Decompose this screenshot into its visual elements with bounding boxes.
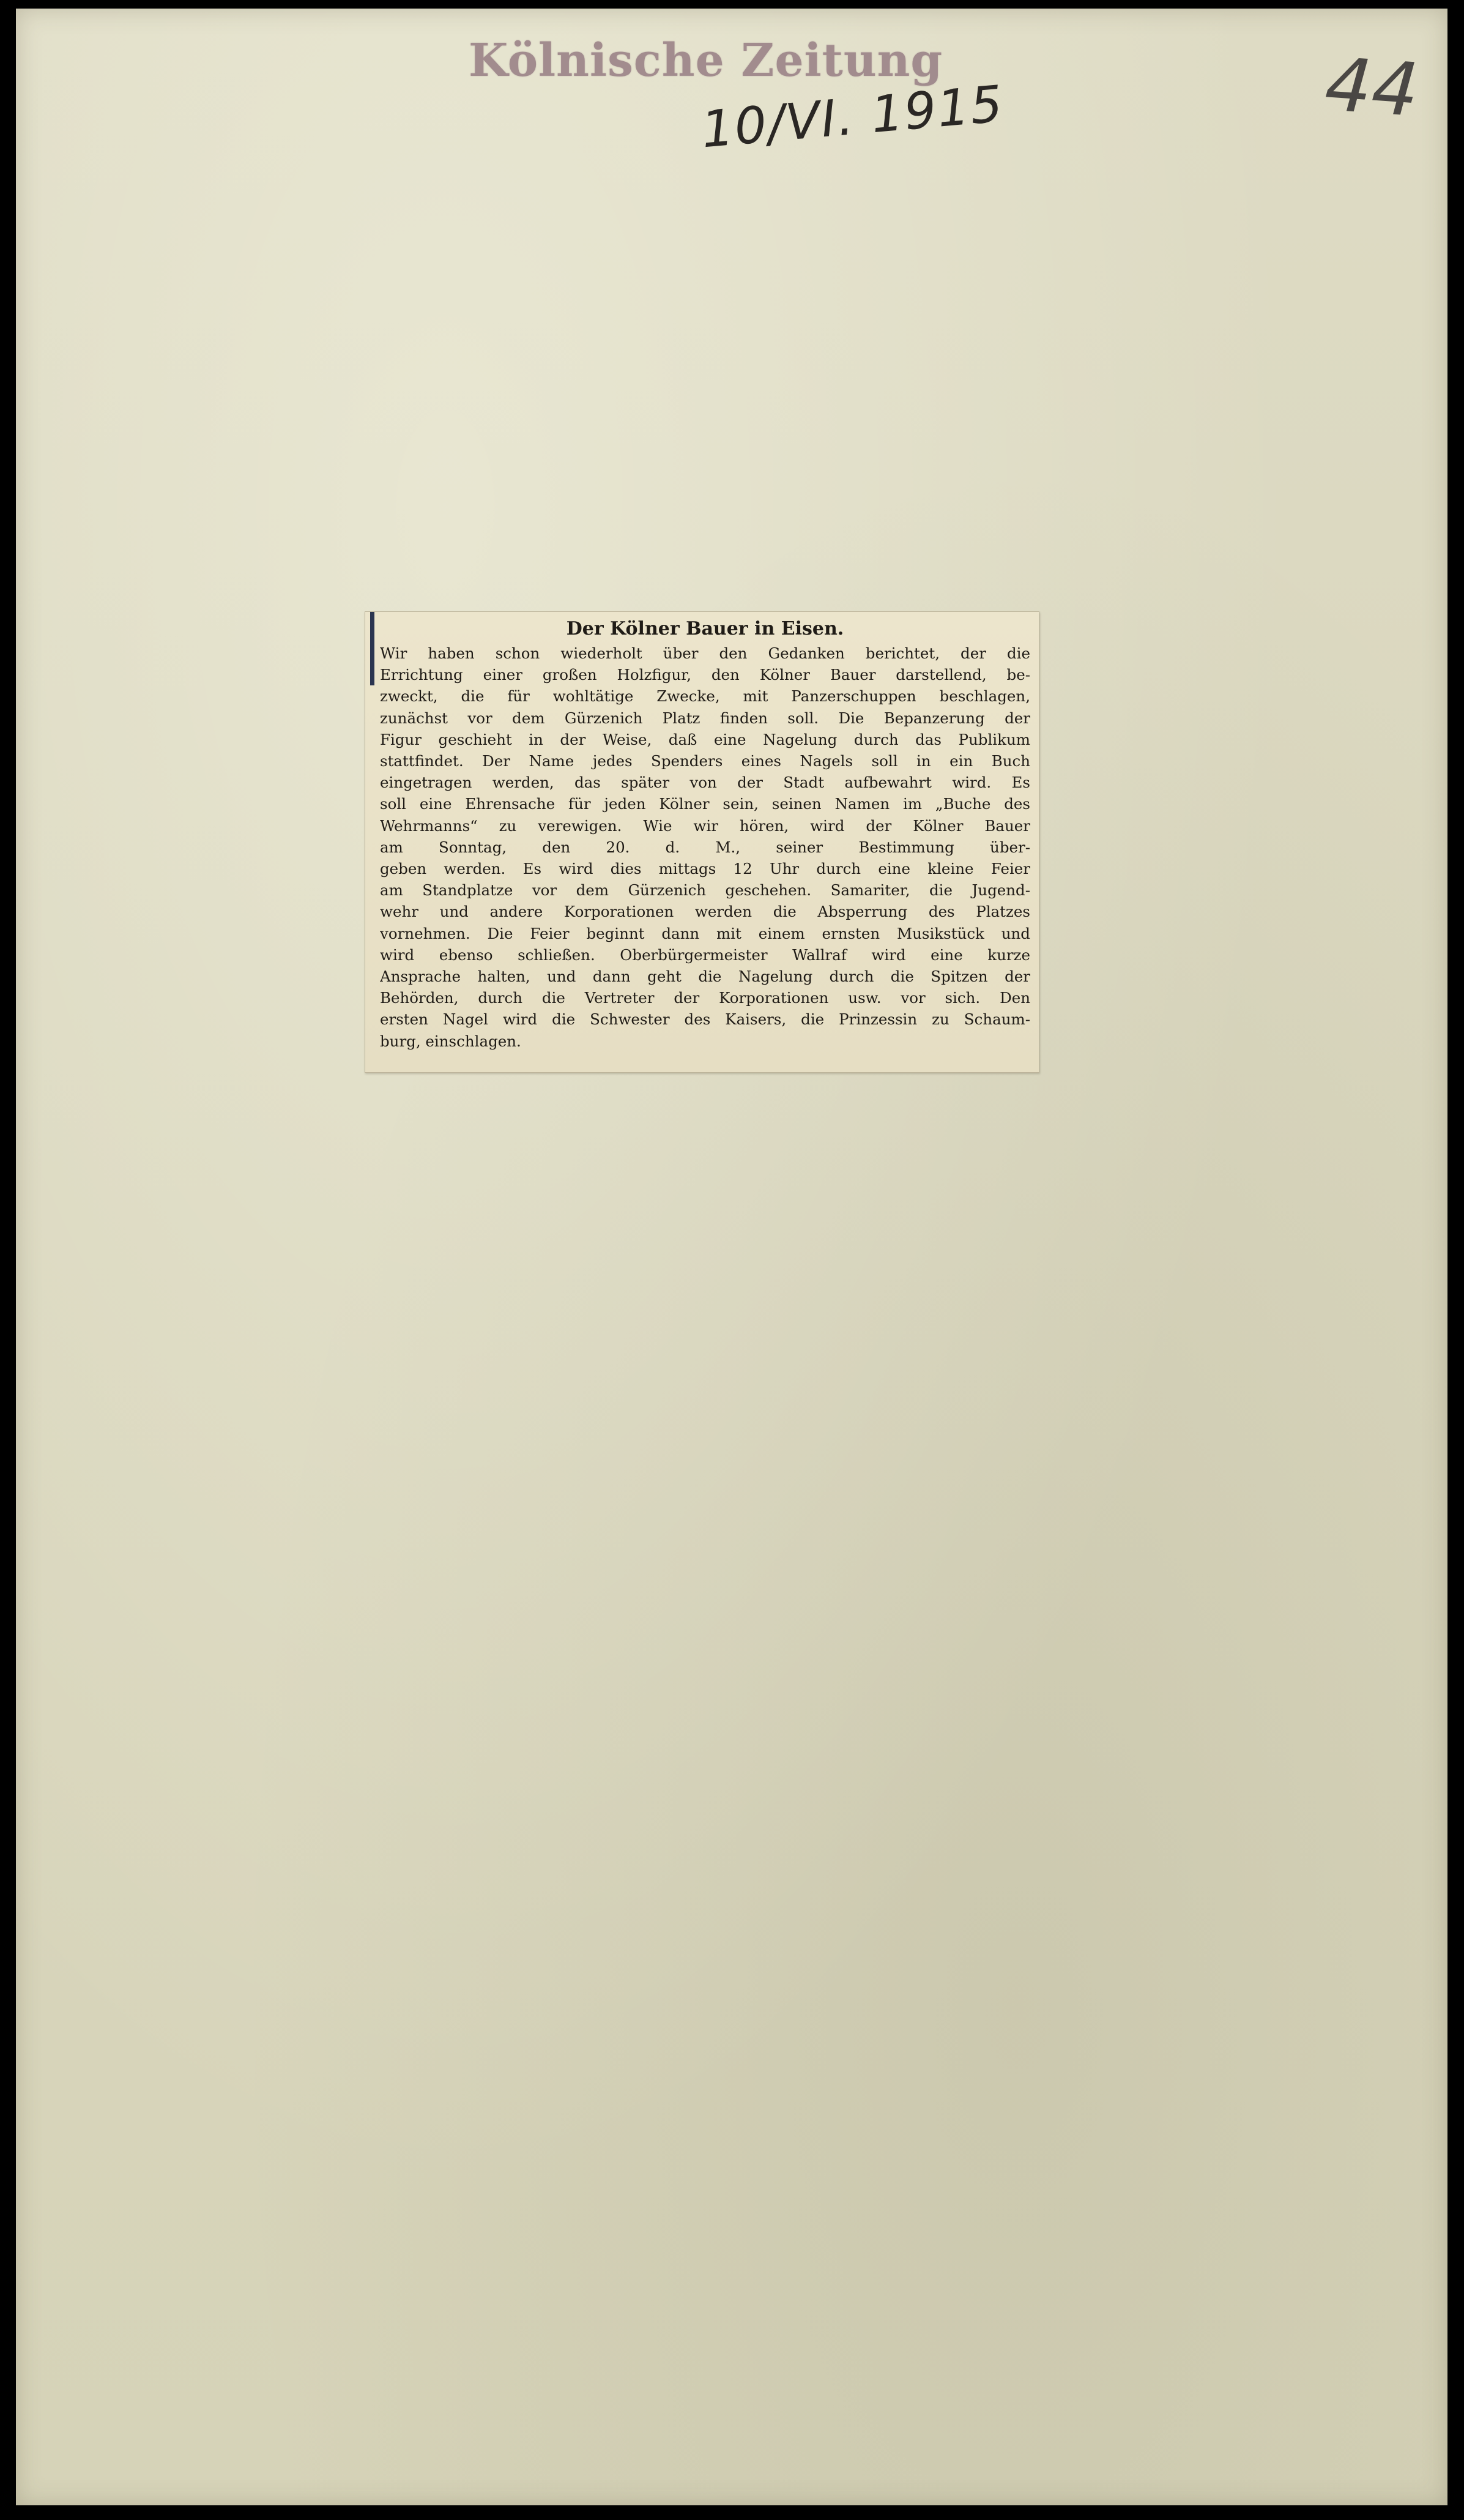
clipping-line: wird ebenso schließen. Oberbürgermeister Wallraf wird eine kurze [380,945,1030,964]
clipping-line: Errichtung einer großen Holzfigur, den Kölner Bauer darstellend, be- [380,666,1030,684]
clipping-line: zunächst vor dem Gürzenich Platz finden soll. Die Bepanzerung der [380,709,1030,727]
clipping-line: Figur geschieht in der Weise, daß eine Nagelung durch das Publikum [380,730,1030,748]
clipping-line: Behörden, durch die Vertreter der Korporationen usw. vor sich. Den [380,989,1030,1007]
clipping-title: Der Kölner Bauer in Eisen. [566,618,844,639]
clipping-line: Ansprache halten, und dann geht die Nagelung durch die Spitzen der [380,967,1030,986]
clipping-line: stattfindet. Der Name jedes Spenders eines Nagels soll in ein Buch [380,752,1030,770]
newspaper-stamp: Kölnische Zeitung [469,34,943,87]
clipping-line: Wir haben schon wiederholt über den Gedanken berichtet, der die [380,644,1030,662]
clipping-body [380,643,1030,1052]
clipping-line: geben werden. Es wird dies mittags 12 Uhr durch eine kleine Feier [380,860,1030,878]
clipping-line: eingetragen werden, das später von der Stadt aufbewahrt wird. Es [380,774,1030,792]
clipping-edge-mark [370,612,374,685]
clipping-line: am Sonntag, den 20. d. M., seiner Bestimmung über- [380,838,1030,856]
newspaper-clipping [365,611,1039,1073]
folio-number: 44 [1322,42,1422,134]
clipping-line: wehr und andere Korporationen werden die Absperrung des Platzes [380,903,1030,921]
archive-sheet [16,9,1447,2505]
handwritten-date: 10/VI. 1915 [699,75,1006,160]
clipping-line: ersten Nagel wird die Schwester des Kaisers, die Prinzessin zu Schaum- [380,1010,1030,1029]
clipping-line: soll eine Ehrensache für jeden Kölner sein, seinen Namen im „Buche des [380,795,1030,813]
clipping-line: am Standplatze vor dem Gürzenich geschehen. Samariter, die Jugend- [380,881,1030,900]
clipping-line: Wehrmanns“ zu verewigen. Wie wir hören, wird der Kölner Bauer [380,816,1030,835]
clipping-line: vornehmen. Die Feier beginnt dann mit einem ernsten Musikstück und [380,924,1030,942]
clipping-line: zweckt, die für wohltätige Zwecke, mit Panzerschuppen beschlagen, [380,687,1030,706]
clipping-line: burg, einschlagen. [380,1032,521,1050]
